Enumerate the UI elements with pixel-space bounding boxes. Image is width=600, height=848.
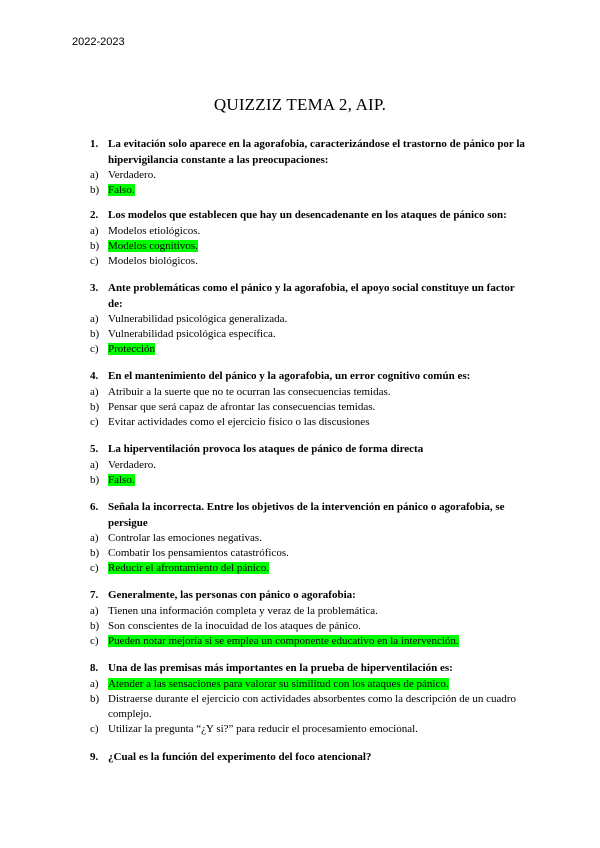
option-letter: a) <box>90 224 99 237</box>
option-a <box>90 224 530 239</box>
question-label: Los modelos que establecen que hay un desencadenante en los ataques de pánico son: <box>108 209 507 221</box>
option-letter: b) <box>90 692 100 705</box>
option-text: Utilizar la pregunta “¿Y si?” para reducir el procesamiento emocional. <box>108 722 418 735</box>
option-c <box>90 722 530 737</box>
question-label: ¿Cual es la función del experimento del foco atencional? <box>108 751 372 763</box>
option-letter: b) <box>90 184 100 196</box>
question-number: 5. <box>90 443 99 455</box>
question-6 <box>90 500 530 576</box>
question-label: Generalmente, las personas con pánico o agorafobia: <box>108 589 356 601</box>
question-number: 6. <box>90 501 99 513</box>
option-c <box>90 415 530 430</box>
question-label: En el mantenimiento del pánico y la agorafobia, un error cognitivo común es: <box>108 370 471 382</box>
option-a <box>90 458 530 473</box>
option-b-correct <box>90 239 530 254</box>
question-number: 1. <box>90 138 99 150</box>
option-letter: c) <box>90 415 99 428</box>
question-number: 4. <box>90 370 99 382</box>
question-number: 7. <box>90 589 99 601</box>
option-a <box>90 168 530 183</box>
option-text: Vulnerabilidad psicológica generalizada. <box>108 313 288 325</box>
option-c-correct <box>90 561 530 576</box>
question-text <box>90 208 530 224</box>
option-letter: b) <box>90 328 100 340</box>
option-letter: a) <box>90 313 99 325</box>
option-a <box>90 604 530 619</box>
option-b-correct <box>90 473 530 488</box>
option-letter: a) <box>90 532 99 544</box>
option-text: Pensar que será capaz de afrontar las consecuencias temidas. <box>108 400 376 413</box>
question-text <box>90 281 530 312</box>
option-b <box>90 400 530 415</box>
option-c <box>90 254 530 269</box>
option-text-highlighted: Atender a las sensaciones para valorar su similitud con los ataques de pánico. <box>108 677 449 690</box>
question-text <box>90 369 530 385</box>
question-text <box>90 661 530 677</box>
question-7 <box>90 588 530 649</box>
option-a-correct <box>90 677 530 692</box>
option-text: Vulnerabilidad psicológica específica. <box>108 328 276 340</box>
option-letter: a) <box>90 458 99 471</box>
option-a <box>90 312 530 327</box>
option-letter: c) <box>90 562 99 574</box>
option-text: Son conscientes de la inocuidad de los ataques de pánico. <box>108 619 361 632</box>
question-1 <box>90 137 530 198</box>
option-a <box>90 531 530 546</box>
header-year: 2022-2023 <box>72 36 125 48</box>
option-text: Modelos biológicos. <box>108 254 198 267</box>
option-letter: c) <box>90 722 99 735</box>
option-text-highlighted: Reducir el afrontamiento del pánico. <box>108 562 269 574</box>
option-c-correct <box>90 342 530 357</box>
option-letter: b) <box>90 473 100 486</box>
option-b <box>90 619 530 634</box>
option-letter: c) <box>90 634 99 647</box>
option-letter: a) <box>90 604 99 617</box>
question-number: 2. <box>90 209 99 221</box>
option-letter: b) <box>90 400 100 413</box>
question-text <box>90 442 530 458</box>
option-a <box>90 385 530 400</box>
option-letter: a) <box>90 677 99 690</box>
option-b <box>90 327 530 342</box>
question-label: Una de las premisas más importantes en la prueba de hiperventilación es: <box>108 662 453 674</box>
option-letter: b) <box>90 619 100 632</box>
option-b <box>90 692 530 722</box>
question-2 <box>90 208 530 269</box>
question-5 <box>90 442 530 488</box>
option-letter: c) <box>90 254 99 267</box>
option-text-highlighted: Falso. <box>108 473 135 486</box>
option-text-highlighted: Pueden notar mejoría si se emplea un componente educativo en la intervención. <box>108 634 459 647</box>
question-text <box>90 137 530 168</box>
option-text: Controlar las emociones negativas. <box>108 532 262 544</box>
option-text-highlighted: Falso. <box>108 184 135 196</box>
option-letter: c) <box>90 343 99 355</box>
question-text <box>90 500 530 531</box>
option-c-correct <box>90 634 530 649</box>
question-number: 3. <box>90 282 99 294</box>
question-text <box>90 750 530 766</box>
option-text-highlighted: Modelos cognitivos. <box>108 239 198 252</box>
question-label: La hiperventilación provoca los ataques de pánico de forma directa <box>108 443 424 455</box>
question-4 <box>90 369 530 430</box>
question-9 <box>90 750 530 766</box>
option-b-correct <box>90 183 530 198</box>
option-text: Modelos etiológicos. <box>108 224 201 237</box>
page-title: QUIZZIZ TEMA 2, AIP. <box>213 95 387 114</box>
option-letter: a) <box>90 169 99 181</box>
option-text: Combatir los pensamientos catastróficos. <box>108 547 289 559</box>
option-letter: b) <box>90 547 100 559</box>
question-text <box>90 588 530 604</box>
question-3 <box>90 281 530 357</box>
option-letter: b) <box>90 239 100 252</box>
option-text: Verdadero. <box>108 458 156 471</box>
option-text: Verdadero. <box>108 169 156 181</box>
question-label: Señala la incorrecta. Entre los objetivos de la intervención en pánico o agorafobia, se persigue <box>108 501 505 529</box>
option-b <box>90 546 530 561</box>
option-text: Tienen una información completa y veraz de la problemática. <box>108 604 378 617</box>
question-label: La evitación solo aparece en la agorafobia, caracterizándose el trastorno de pánico por la hipervigilancia constante a las preocupaciones: <box>108 138 525 166</box>
option-text: Distraerse durante el ejercicio con actividades absorbentes como la descripción de un cuadro complejo. <box>108 692 517 720</box>
option-text: Evitar actividades como el ejercicio físico o las discusiones <box>108 415 370 428</box>
question-number: 9. <box>90 751 99 763</box>
option-text: Atribuir a la suerte que no te ocurran las consecuencias temidas. <box>108 385 391 398</box>
question-number: 8. <box>90 662 99 674</box>
option-letter: a) <box>90 385 99 398</box>
question-8 <box>90 661 530 737</box>
question-label: Ante problemáticas como el pánico y la agorafobia, el apoyo social constituye un factor de: <box>108 282 515 310</box>
option-text-highlighted: Protección <box>108 343 156 355</box>
